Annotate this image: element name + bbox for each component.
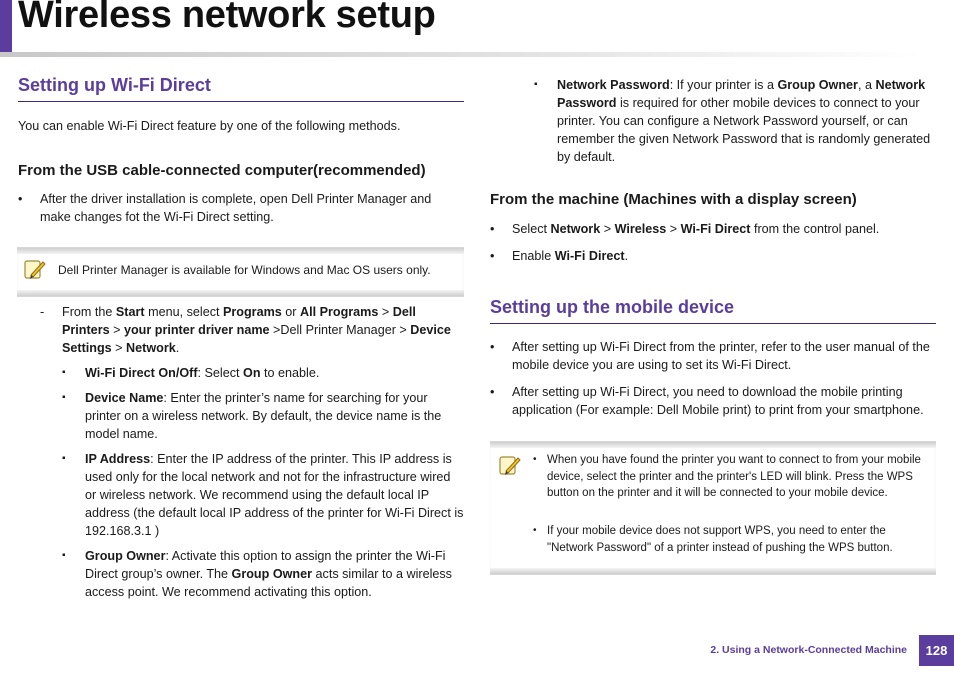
bullet-marker: •: [490, 249, 495, 263]
section-heading-mobile: Setting up the mobile device: [490, 297, 735, 317]
start-menu-path: From the Start menu, select Programs or All Programs > Dell Printers > your printer driver name >Dell Printer Manager > Device Settings > Network.: [62, 305, 451, 355]
mobile-step-text: After setting up Wi-Fi Direct, you need to download the mobile printing application (For example: Dell Mobile print) to print from your smartphone.: [512, 385, 924, 417]
list-item: [490, 338, 936, 378]
note-text: When you have found the printer you want to connect to from your mobile device, select the printer and the printer's LED will blink. Press the WPS button on the printer and it will be connected to your mobile device.: [547, 454, 921, 499]
intro-paragraph: You can enable Wi-Fi Direct feature by one of the following methods.: [18, 119, 401, 133]
square-marker: ▪: [534, 79, 538, 90]
note-text: If your mobile device does not support WPS, you need to enter the "Network Password" of a printer instead of pushing the WPS button.: [547, 525, 893, 554]
list-item: • Enable Wi-Fi Direct.: [490, 249, 629, 263]
note-pencil-icon: [23, 258, 47, 282]
machine-subheading: From the machine (Machines with a display screen): [490, 191, 857, 208]
page-title: Wireless network setup: [18, 0, 436, 36]
list-item: [490, 383, 936, 423]
option-ip-address: ▪ IP Address: Enter the IP address of the printer. This IP address is used only for the local network and not for the infrastructure wired or wireless network. We recommend using the default local IP address (the default local IP address of the printer for Wi-Fi Direct is 192.168.3.1 ): [62, 452, 464, 538]
list-item: [18, 190, 464, 230]
section-heading-rule: [18, 101, 464, 102]
option-group-owner: ▪ Group Owner: Activate this option to assign the printer the Wi-Fi Direct group’s owner. The Group Owner acts similar to a wireless access point. We recommend activating this option.: [62, 549, 452, 599]
square-marker: ▪: [62, 367, 66, 378]
note-box: [17, 247, 464, 297]
note-pencil-icon: [498, 454, 522, 478]
dash-marker: -: [40, 305, 45, 319]
bullet-marker: •: [490, 385, 495, 399]
usb-subheading: From the USB cable-connected computer(recommended): [18, 162, 426, 179]
note-text: Dell Printer Manager is available for Windows and Mac OS users only.: [58, 263, 431, 277]
mobile-step-text: After setting up Wi-Fi Direct from the printer, refer to the user manual of the mobile device you are using to set its Wi-Fi Direct.: [512, 340, 930, 372]
square-marker: ▪: [62, 550, 66, 561]
section-heading-rule: [490, 323, 936, 324]
bullet-marker: •: [490, 340, 495, 354]
square-marker: ▪: [62, 453, 66, 464]
list-item: • Select Network > Wireless > Wi-Fi Direct from the control panel.: [490, 222, 880, 236]
square-marker: ▪: [62, 392, 66, 403]
bullet-marker: •: [533, 454, 537, 465]
bullet-marker: •: [490, 222, 495, 236]
list-item: [18, 303, 464, 359]
title-divider: [0, 52, 920, 57]
list-item: [533, 523, 933, 557]
list-item: [533, 452, 933, 518]
bullet-marker: •: [18, 192, 23, 206]
bullet-marker: •: [533, 525, 537, 536]
title-accent-bar: [0, 0, 12, 52]
page-number: 128: [919, 635, 954, 666]
option-device-name: ▪ Device Name: Enter the printer’s name for searching for your printer on a wireless network. By default, the device name is the model name.: [62, 391, 442, 441]
option-network-password: ▪ Network Password: If your printer is a Group Owner, a Network Password is required for other mobile devices to connect to your printer. You can configure a Network Password yourself, or can remember the given Network Password that is randomly generated by default.: [534, 78, 931, 164]
section-heading-wifi-direct: Setting up Wi-Fi Direct: [18, 75, 211, 95]
note-box: [490, 441, 936, 575]
option-wifi-direct-on-off: ▪ Wi-Fi Direct On/Off: Select On to enable.: [62, 366, 320, 380]
footer-chapter-link[interactable]: 2. Using a Network-Connected Machine: [710, 644, 907, 656]
usb-step-text: After the driver installation is complete, open Dell Printer Manager and make changes fot the Wi-Fi Direct setting.: [40, 192, 432, 224]
